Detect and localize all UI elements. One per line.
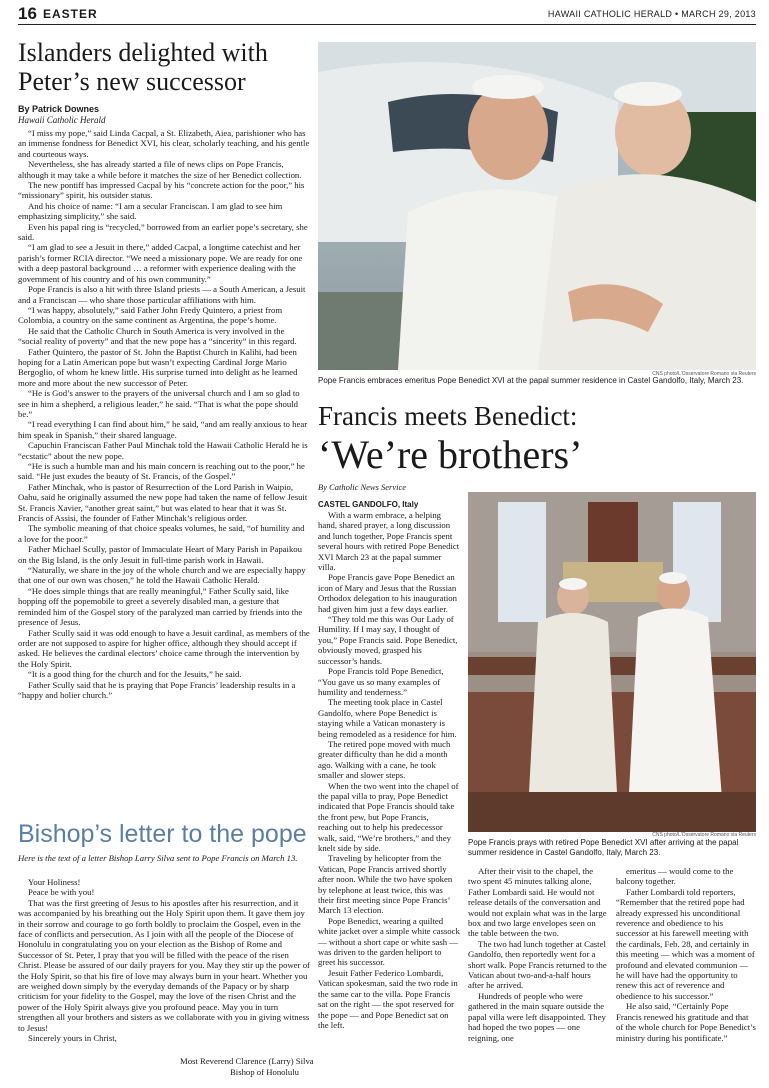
paragraph: “He is such a humble man and his main concern is reaching out to the poor,” he said. “He just exudes the beauty of St. Francis, of the Gospel.” (18, 461, 305, 482)
paragraph: Even his papal ring is “recycled,” borrowed from an earlier pope’s secretary, she said. (18, 221, 308, 243)
paragraph: The two had lunch together at Castel Gandolfo, then reportedly went for a short walk. Pope Francis returned to the Vatican about two-and-a-half hours after he arrived. (468, 938, 607, 991)
paragraph: “It is a good thing for the church and for the Jesuits,” he said. (28, 669, 242, 680)
paragraph: “They told me this was Our Lady of Humility. If I may say, I thought of you,” Pope Francis said. Pope Benedict, obviously moved, grasped his successor’s hands. (318, 614, 458, 666)
letter-greeting: Peace be with you! (28, 887, 95, 898)
article2-headline-line1: Francis meets Benedict: (318, 401, 578, 431)
letter-headline: Bishop’s letter to the pope (18, 820, 307, 848)
article2-dateline: CASTEL GANDOLFO, Italy (318, 500, 419, 509)
article2-column2 (468, 866, 608, 1078)
article2-headline-line2: ‘We’re brothers’ (318, 432, 583, 477)
article1-affiliation: Hawaii Catholic Herald (18, 115, 106, 125)
paragraph: And his choice of name: “I am a secular Franciscan. I am glad to see him emphasizing simplicity,” she said. (18, 200, 283, 222)
article1-headline: Islanders delighted with Peter’s new successor (18, 38, 268, 96)
paragraph: The retired pope moved with much greater difficulty than he did a month ago. Walking with a cane, he took smaller and slower steps. (318, 738, 451, 781)
paragraph: The meeting took place in Castel Gandolfo, where Pope Benedict is staying while a Vatican monastery is being remodeled as a residence for him. (318, 697, 457, 739)
section-title: EASTER (43, 7, 98, 21)
photo-popes-embrace (318, 42, 756, 370)
paragraph: Father Minchak, who is pastor of Resurrection of the Lord Parish in Waipio, Oahu, said he originally assumed the new pope had taken the name of fellow Jesuit St. Francis Xavier, “another great saint,” but was elated to hear that it was St. Francis of Assisi, the founder of Father Minchak’s religious order. (18, 481, 308, 524)
paragraph: He also said, “Certainly Pope Francis renewed his gratitude and that of the whole church for Pope Benedict’s ministry during his pontificate.” (616, 1001, 756, 1043)
paragraph: When the two went into the chapel of the papal villa to pray, Pope Benedict indicated that Pope Francis should take the front pew, but Pope Francis, reaching out to help his predecessor walk, said, “We’re brothers,” and they knelt side by side. (318, 780, 459, 853)
paragraph: “I miss my pope,” said Linda Cacpal, a St. Elizabeth, Aiea, parishioner who has an immense fondness for Benedict XVI, his clear, scholarly teaching, and his gentle and courteous ways. (18, 128, 310, 159)
paragraph: Traveling by helicopter from the Vatican, Pope Francis arrived shortly after noon. While the two have spoken by telephone at least twice, this was their first meeting since Pope Francis’ March 13 election. (318, 853, 453, 916)
paragraph: Capuchin Franciscan Father Paul Minchak told the Hawaii Catholic Herald he is “ecstatic” about the new pope. (18, 440, 308, 461)
letter-closing: Sincerely yours in Christ, (28, 1033, 117, 1044)
paragraph: Father Lombardi told reporters, “Remember that the retired pope had already expressed his unconditional reverence and obedience to his successor at his farewell meeting with the cardinals, Feb. 28, and certainly in this meeting — which was a moment of profound and elevated communion — he will have had the opportunity to renew this act of reverence and obedience to his successor.” (616, 886, 755, 1001)
article2-column1 (318, 510, 460, 1080)
paragraph: Jesuit Father Federico Lombardi, Vatican spokesman, said the two rode in the same car to the villa. Pope Francis sat on the right — the spot reserved for the pope — and Pope Benedict sat on the left. (318, 967, 458, 1030)
paragraph: The new pontiff has impressed Cacpal by his “concrete action for the poor,” his “missionary” spirit, his outsider status. (18, 180, 305, 201)
paragraph: “He does simple things that are really meaningful,” Father Scully said, like hopping off the popemobile to greet a severely disabled man, a gesture that reminded him of the Gospel story of the paralyzed man carried by friends into the presence of Jesus. (18, 585, 303, 628)
paragraph: Nevertheless, she has already started a file of news clips on Pope Francis, although it may take a while before it matches the size of her Benedict collection. (18, 159, 302, 180)
paragraph: “I was happy, absolutely,” said Father John Fredy Quintero, a priest from Colombia, a country on the same continent as Argentina, the pope’s home. (18, 304, 283, 326)
page-number: 16 (18, 4, 37, 23)
paragraph: Father Scully said that he is praying that Pope Francis’ leadership results in a “happy and holier church.” (18, 679, 296, 700)
paragraph: Pope Francis is also a hit with three Island priests — a South American, a Jesuit and a Franciscan — who share those particular affiliations with him. (18, 284, 306, 305)
paragraph: Pope Francis gave Pope Benedict an icon of Mary and Jesus that the Russian Orthodox delegation to his inauguration had given him just a few days earlier. (318, 572, 457, 614)
publication-line: HAWAII CATHOLIC HERALD • MARCH 29, 2013 (547, 9, 756, 19)
photo1-caption: Pope Francis embraces emeritus Pope Benedict XVI at the papal summer residence in Castel Gandolfo, Italy, March 23. (318, 376, 744, 385)
paragraph: “I read everything I can find about him,” he said, “and am really anxious to hear him speak in Spanish,” their shared language. (18, 419, 308, 440)
paragraph: Father Scully said it was odd enough to have a Jesuit cardinal, as members of the order are not supposed to aspire for higher office, although they should accept if asked. He believes the cardinal electors’ choice came through the intervention by the Holy Spirit. (18, 627, 310, 669)
article1-body (18, 128, 310, 820)
paragraph: Father Quintero, the pastor of St. John the Baptist Church in Kalihi, had been hoping for a Latin American pope but wasn’t expecting Cardinal Jorge Mario Bergoglio, of whom he knew little. His surprise turned into delight as he learned more and more about the new successor of Peter. (18, 346, 298, 388)
letter-signature-name: Most Reverend Clarence (Larry) Silva (180, 1056, 314, 1066)
letter-salutation: Your Holiness! (28, 877, 81, 887)
paragraph: The symbolic meaning of that choice speaks volumes, he said, “of humility and a love for the poor.” (18, 523, 305, 544)
paragraph: Hundreds of people who were gathered in the main square outside the papal villa were left disappointed. They had hoped the two popes — one reigning, one (468, 990, 606, 1043)
paragraph: Pope Francis told Pope Benedict, “You gave us so many examples of humility and tenderness.” (318, 666, 444, 697)
letter-body (18, 877, 310, 1044)
paragraph: Pope Benedict, wearing a quilted white jacket over a simple white cassock — without a short cape or white sash — was driven to the garden heliport to greet his successor. (318, 915, 460, 968)
paragraph: “Naturally, we share in the joy of the whole church and we are especially happy that one of our own was chosen,” he told the Hawaii Catholic Herald. (18, 565, 306, 586)
letter-signature-title: Bishop of Honolulu (230, 1067, 300, 1077)
paragraph: Father Michael Scully, pastor of Immaculate Heart of Mary Parish in Papaikou on the Big Island, is the only Jesuit in full-time parish work in Hawaii. (18, 544, 302, 565)
photo2-caption: Pope Francis prays with retired Pope Benedict XVI after arriving at the papal summer residence in Castel Gandolfo, Italy, March 23. (468, 838, 739, 857)
photo1-credit: CNS photo/L'Osservatore Romano via Reuters (652, 371, 756, 377)
paragraph: “He is God’s answer to the prayers of the universal church and I am so glad to see in him a shepherd, a religious leader,” he said. “That is what the pope should be.” (18, 388, 300, 419)
article1-byline: By Patrick Downes (18, 104, 100, 114)
letter-intro: Here is the text of a letter Bishop Larry Silva sent to Pope Francis on March 13. (18, 853, 298, 863)
paragraph: After their visit to the chapel, the two spent 45 minutes talking alone, Father Lombardi said. He would not release details of the conversation and would not explain what was in the large box and two large envelopes seen on the table between the two. (468, 866, 607, 939)
paragraph: He said that the Catholic Church in South America is very involved in the “social reality of poverty” and that the new pope has a “sincerity” in this regard. (18, 325, 297, 347)
paragraph: emeritus — would come to the balcony together. (616, 866, 734, 887)
photo2-credit: CNS photo/L'Osservatore Romano via Reuters (652, 832, 756, 838)
letter-text: That was the first greeting of Jesus to his apostles after his resurrection, and it was accompanied by his breathing out the Holy Spirit upon them. It gave them joy in their sorrow and courage to go forth boldly to proclaim the Gospel, even in the face of conflicts and persecution. As I join with all the people of the Diocese of Honolulu in congratulating you on your election as the Bishop of Rome and Successor of St. Peter, I pray that you will be filled with the peace of the risen Christ. Please be assured of our daily prayers for you. May they stir up the power of the Holy Spirit, so that his fire of love may always burn in your heart. Whether you are weighed down simply by the everyday demands of the Papacy or by sharp criticism for your fidelity to the Gospel, may the love of the risen Christ and the power of the Holy Spirit always give you profound peace. May you in turn strengthen all your brothers and sisters as we collaborate with you in giving witness to Jesus! (18, 897, 310, 1033)
page-header (18, 4, 756, 25)
article2-column3 (616, 866, 756, 1078)
photo-popes-praying (468, 492, 756, 832)
paragraph: “I am glad to see a Jesuit in there,” added Cacpal, a longtime catechist and her parish’s former RCIA director. “We need a missionary pope. We are ready for one with a deep pastoral background … a reformer with experience dealing with the government of his country and of his own community.” (18, 242, 303, 284)
article2-byline: By Catholic News Service (318, 482, 407, 492)
paragraph: With a warm embrace, a helping hand, shared prayer, a long discussion and lunch together, Pope Francis spent several hours with retired Pope Benedict XVI March 23 at the papal summer villa. (318, 510, 460, 573)
